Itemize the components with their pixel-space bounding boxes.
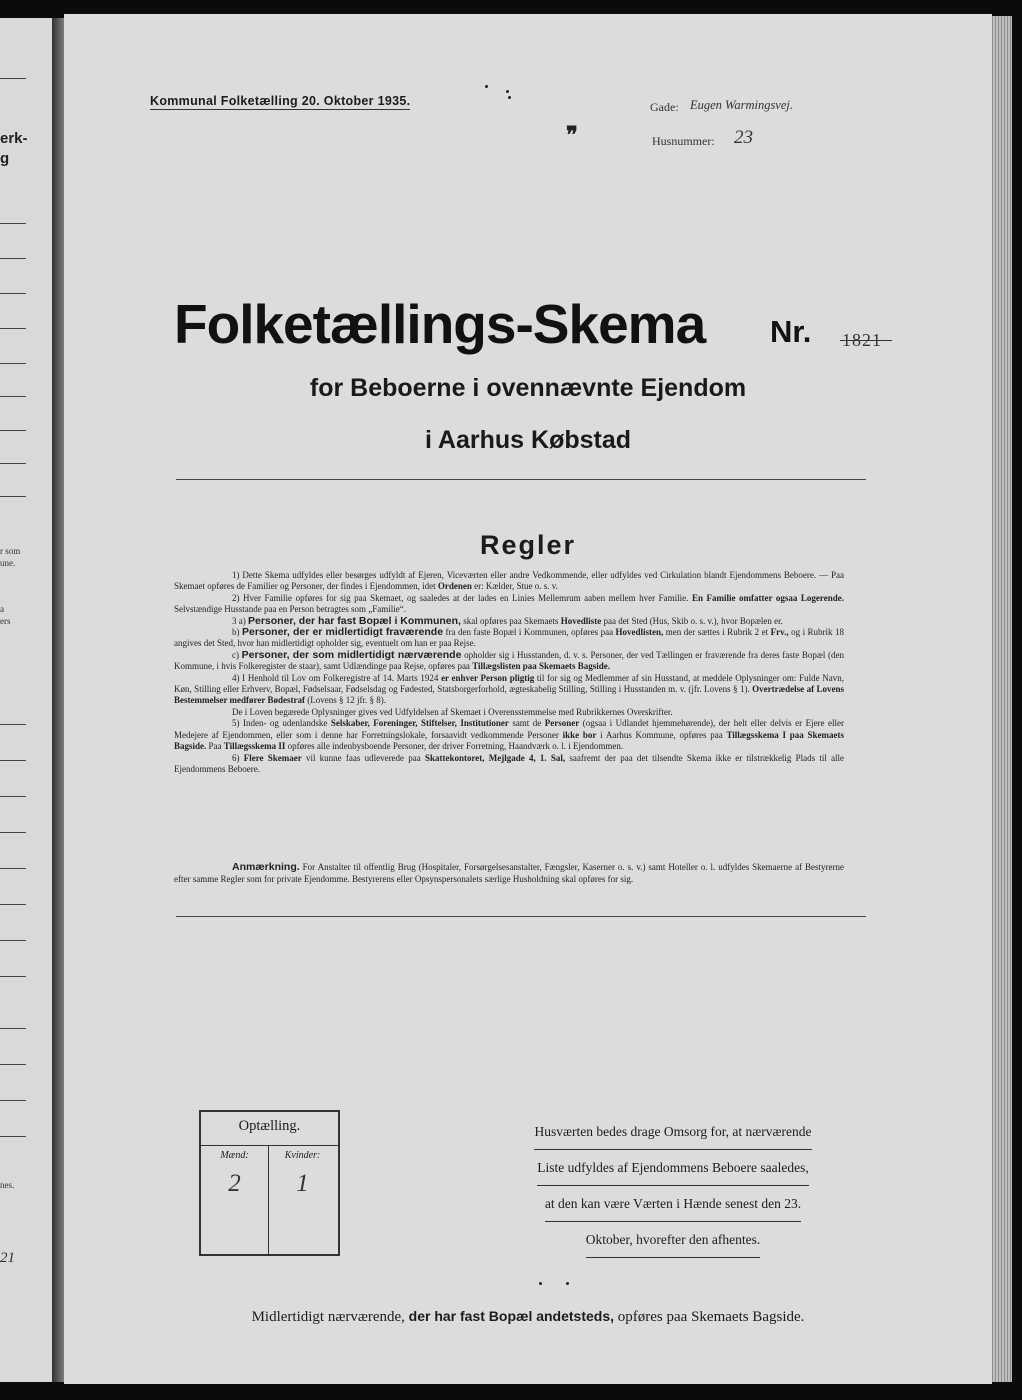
rule-3b: b) Personer, der er midlertidigt fraværende fra den faste Bopæl i Kommunen, opføres paa Hovedlisten, men der sættes i Rubrik 2 et Frv., og i Rubrik 18 angives det Sted, hvor han midlertidigt opholder sig, eventuelt om han er paa Rejse. bbox=[174, 626, 845, 649]
street-label: Gade: bbox=[650, 100, 679, 114]
printer-mark-icon: ❞ bbox=[566, 122, 578, 147]
count-box bbox=[199, 1110, 340, 1256]
divider bbox=[176, 479, 866, 480]
notice-line: Husværten bedes drage Omsorg for, at nærværende bbox=[534, 1114, 811, 1150]
fragment-text: nes. bbox=[0, 1180, 15, 1190]
census-form-page bbox=[64, 14, 992, 1384]
remark-text: Anmærkning. For Anstalter til offentlig Brug (Hospitaler, Forsørgelsesanstalter, Fængsler, Kaserner o. s. v.) samt Hoteller o. l. udfyldes Skemaerne af Bestyrerne efter samme Regler som for private Ejendomme. Bestyrerens eller Opsynspersonalets særlige Husholdning skal opføres for sig. bbox=[174, 861, 845, 884]
landlord-notice bbox=[508, 1114, 838, 1258]
street-value: Eugen Warmingsvej. bbox=[690, 98, 793, 112]
form-title: Folketællings-Skema bbox=[174, 293, 706, 355]
fragment-text: a bbox=[0, 604, 4, 614]
rules-text bbox=[174, 570, 844, 775]
fragment-text: ers bbox=[0, 616, 11, 626]
count-divider bbox=[268, 1145, 269, 1254]
count-title: Optælling. bbox=[238, 1118, 301, 1134]
rule-4-note: De i Loven begærede Oplysninger gives ved Udfyldelsen af Skemaet i Overensstemmelse med Rubrikkernes Overskrifter. bbox=[232, 706, 673, 717]
footer-note: Midlertidigt nærværende, der har fast Bopæl andetsteds, opføres paa Skemaets Bagside. bbox=[251, 1308, 805, 1325]
rule-4: 4) I Henhold til Lov om Folkeregistre af 14. Marts 1924 er enhver Person pligtig til for sig og Medlemmer af sin Husstand, at meddele Oplysninger om: Fulde Navn, Køn, Stilling eller Erhverv, Bopæl, Fødselsaar, Fødselsdag og Fødested, Statsborgerforhold, ægteskabelig Stilling, Stilling i Husstanden m. v. (jfr. Lovens § 1). Overtrædelse af Lovens Bestemmelser medfører Bødestraf (Lovens § 12 jfr. § 8). bbox=[174, 672, 845, 706]
page-edges bbox=[990, 16, 1012, 1382]
previous-page-fragment bbox=[0, 18, 54, 1382]
form-number-value: 1821 bbox=[842, 330, 882, 350]
fragment-text: erk- bbox=[0, 130, 28, 147]
rule-5: 5) Inden- og udenlandske Selskaber, Foreninger, Stiftelser, Institutioner samt de Personer (ogsaa i Udlandet hjemmehørende), der helt eller delvis er Ejere eller Medejere af Ejendommen, eller som i denne har Forretningslokale, forsaavidt vedkommende Personer ikke bor i Aarhus Kommune, opføres paa Tillægsskema I paa Skemaets Bagside. Paa Tillægsskema II opføres alle indenbysboende Personer, der driver Forretning, Haandværk o. l. i Ejendommen. bbox=[174, 718, 845, 752]
ink-speck bbox=[539, 1282, 542, 1285]
notice-line: Oktober, hvorefter den afhentes. bbox=[586, 1222, 761, 1258]
form-location: i Aarhus Købstad bbox=[424, 426, 632, 454]
census-header: Kommunal Folketælling 20. Oktober 1935. bbox=[150, 94, 411, 108]
form-subtitle: for Beboerne i ovennævnte Ejendom bbox=[309, 374, 747, 402]
men-count: 2 bbox=[228, 1170, 241, 1197]
ink-speck bbox=[566, 1282, 569, 1285]
rule-6: 6) Flere Skemaer vil kunne faas udleverede paa Skattekontoret, Mejlgade 4, 1. Sal, saafremt der paa det tilsendte Skema ikke er tilstrækkelig Plads til alle Ejendommens Beboere. bbox=[174, 752, 845, 774]
rule-3a: 3 a) Personer, der har fast Bopæl i Kommunen, skal opføres paa Skemaets Hovedliste paa det Sted (Hus, Skib o. s. v.), hvor Bopælen er. bbox=[232, 614, 783, 627]
ink-speck bbox=[506, 90, 509, 93]
fragment-text: g bbox=[0, 150, 10, 167]
house-number-value: 23 bbox=[734, 127, 753, 148]
women-label: Kvinder: bbox=[284, 1150, 321, 1161]
women-count: 1 bbox=[296, 1170, 309, 1197]
notice-line: Liste udfyldes af Ejendommens Beboere saaledes, bbox=[537, 1150, 808, 1186]
count-divider bbox=[201, 1145, 338, 1146]
form-number-label: Nr. bbox=[770, 314, 812, 349]
ink-speck bbox=[508, 96, 511, 99]
fragment-text: r som bbox=[0, 546, 21, 556]
house-number-label: Husnummer: bbox=[652, 134, 715, 148]
notice-line: at den kan være Værten i Hænde senest den 23. bbox=[545, 1186, 801, 1222]
rule-1: 1) Dette Skema udfyldes eller besørges udfyldt af Ejeren, Viceværten eller andre Vedkommende, eller udfyldes ved Cirkulation blandt Ejendommens Beboere. — Paa Skemaet opføres de Familier og Personer, der findes i Ejendommen, idet Ordenen er: Kælder, Stue o. s. v. bbox=[174, 570, 844, 592]
fragment-handwriting: 21 bbox=[0, 1250, 15, 1266]
fragment-text: une. bbox=[0, 558, 16, 568]
ink-speck bbox=[485, 85, 488, 88]
rule-2: 2) Hver Familie opføres for sig paa Skemaet, og saaledes at der lades en Linies Mellemrum aaben mellem hver Familie. En Familie omfatter ogsaa Logerende. Selvstændige Husstande paa en Person betragtes som „Familie“. bbox=[174, 592, 844, 615]
divider bbox=[176, 916, 866, 917]
rule-3c: c) Personer, der som midlertidigt nærværende opholder sig i Husstanden, d. v. s. Personer, der ved Tællingen er fraværende fra deres faste Bopæl (den Kommune, i hvis Folkeregister de staar), samt Udlændinge paa Rejse, opføres paa Tillægslisten paa Skemaets Bagside. bbox=[174, 648, 845, 672]
rules-heading: Regler bbox=[479, 530, 577, 560]
men-label: Mænd: bbox=[220, 1150, 249, 1161]
